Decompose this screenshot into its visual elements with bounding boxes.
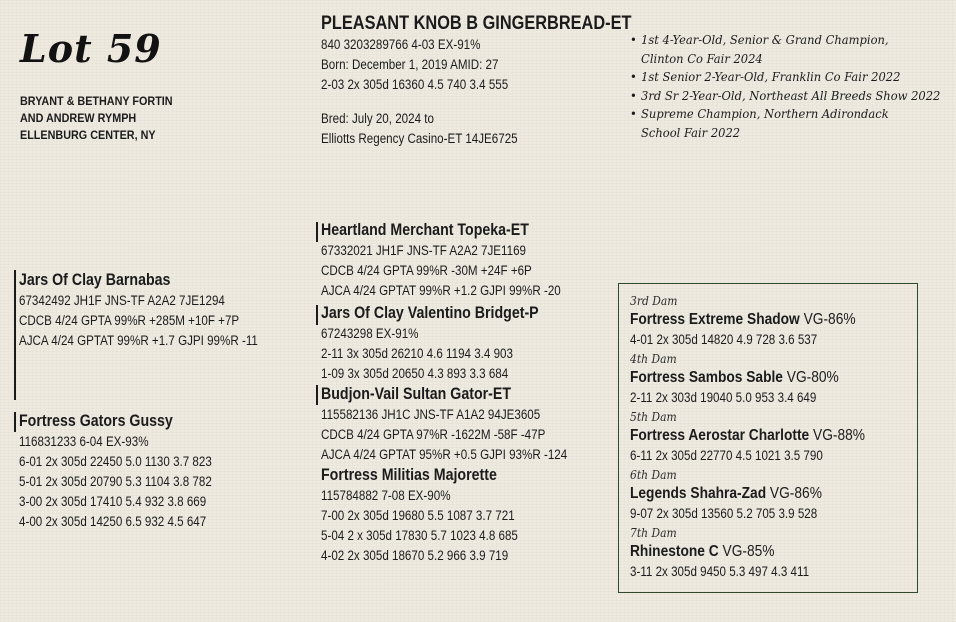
- dam-sire-name: Budjon-Vail Sultan Gator-ET: [321, 385, 511, 403]
- animal-line: Born: December 1, 2019 AMID: 27: [321, 57, 499, 72]
- dam-line: 116831233 6-04 EX-93%: [19, 434, 149, 449]
- dam-entry: [630, 350, 865, 408]
- sire-sire-line: 67332021 JH1F JNS-TF A2A2 7JE1169: [321, 243, 527, 258]
- dam-block: [19, 411, 212, 532]
- sire-line: CDCB 4/24 GPTA 99%R +285M +10F +7P: [19, 313, 240, 328]
- owner-line: ELLENBURG CENTER, NY: [20, 128, 156, 142]
- owners: [20, 93, 190, 144]
- dam-line: 6-01 2x 305d 22450 5.0 1130 3.7 823: [19, 454, 212, 469]
- dam-dam-block: [321, 465, 518, 566]
- dam-dam-line: 7-00 2x 305d 19680 5.5 1087 3.7 721: [321, 508, 515, 523]
- pedigree-bar-sire-dam: [316, 305, 318, 325]
- dam-classification: VG-85%: [722, 543, 775, 560]
- dam-line: 4-00 2x 305d 14250 6.5 932 4.5 647: [19, 514, 207, 529]
- sire-dam-line: 2-11 3x 305d 26210 4.6 1194 3.4 903: [321, 346, 513, 361]
- dam-sire-line: CDCB 4/24 GPTA 97%R -1622M -58F -47P: [321, 427, 546, 442]
- honors-list: [630, 31, 940, 142]
- dam-sire-block: [321, 384, 567, 465]
- pedigree-bar-dam: [14, 412, 16, 432]
- animal-line: 2-03 2x 305d 16360 4.5 740 3.4 555: [321, 77, 509, 92]
- sire-block: [19, 270, 258, 351]
- dam-line: 5-01 2x 305d 20790 5.3 1104 3.8 782: [19, 474, 212, 489]
- animal-name: PLEASANT KNOB B GINGERBREAD-ET: [321, 13, 632, 34]
- dam-classification: VG-80%: [786, 369, 839, 386]
- pedigree-bar-sire-sire: [316, 222, 318, 242]
- sire-sire-block: [321, 220, 561, 301]
- dam-record: 3-11 2x 305d 9450 5.3 497 4.3 411: [630, 564, 810, 579]
- dam-entry-name: Legends Shahra-Zad VG-86%: [630, 485, 822, 502]
- dam-entry-name: Rhinestone C VG-85%: [630, 543, 775, 560]
- dam-entry-name: Fortress Extreme Shadow VG-86%: [630, 311, 856, 328]
- sire-sire-line: AJCA 4/24 GPTAT 99%R +1.2 GJPI 99%R -20: [321, 283, 561, 298]
- sire-sire-name: Heartland Merchant Topeka-ET: [321, 221, 529, 239]
- dam-generation-label: 3rd Dam: [630, 293, 678, 308]
- dam-classification: VG-86%: [803, 311, 856, 328]
- animal-line: 840 3203289766 4-03 EX-91%: [321, 37, 481, 52]
- dam-generation-label: 4th Dam: [630, 351, 677, 366]
- dam-line: 3-00 2x 305d 17410 5.4 932 3.8 669: [19, 494, 207, 509]
- dam-generation-label: 6th Dam: [630, 467, 677, 482]
- honor-item: • Supreme Champion, Northern Adirondack: [630, 105, 940, 124]
- dam-classification: VG-88%: [813, 427, 866, 444]
- dam-entry: [630, 466, 865, 524]
- sire-line: AJCA 4/24 GPTAT 99%R +1.7 GJPI 99%R -11: [19, 333, 258, 348]
- dam-entry: [630, 292, 865, 350]
- dam-entry: [630, 524, 865, 582]
- honor-item: • 1st 4-Year-Old, Senior & Grand Champion,: [630, 31, 940, 50]
- dam-dam-line: 115784882 7-08 EX-90%: [321, 488, 451, 503]
- honor-item: • 3rd Sr 2-Year-Old, Northeast All Breeds Show 2022: [630, 87, 940, 106]
- sire-dam-block: [321, 303, 539, 384]
- sire-sire-line: CDCB 4/24 GPTA 99%R -30M +24F +6P: [321, 263, 532, 278]
- dam-sire-line: AJCA 4/24 GPTAT 95%R +0.5 GJPI 93%R -124: [321, 447, 568, 462]
- honor-item-continued: Clinton Co Fair 2024: [641, 50, 763, 66]
- dam-record: 6-11 2x 305d 22770 4.5 1021 3.5 790: [630, 448, 823, 463]
- dam-record: 9-07 2x 305d 13560 5.2 705 3.9 528: [630, 506, 818, 521]
- dam-entry-name: Fortress Aerostar Charlotte VG-88%: [630, 427, 866, 444]
- dam-record: 2-11 2x 303d 19040 5.0 953 3.4 649: [630, 390, 817, 405]
- bred-line: Elliotts Regency Casino-ET 14JE6725: [321, 131, 518, 146]
- pedigree-bar-sire: [14, 270, 16, 400]
- owner-line: AND ANDREW RYMPH: [20, 111, 137, 125]
- sire-dam-name: Jars Of Clay Valentino Bridget-P: [321, 304, 539, 322]
- dam-sire-line: 115582136 JH1C JNS-TF A1A2 94JE3605: [321, 407, 541, 422]
- honor-item-continued: School Fair 2022: [641, 124, 741, 140]
- dam-dam-name: Fortress Militias Majorette: [321, 466, 497, 484]
- lot-number: Lot 59: [20, 26, 162, 71]
- dam-dam-line: 4-02 2x 305d 18670 5.2 966 3.9 719: [321, 548, 509, 563]
- dam-classification: VG-86%: [769, 485, 822, 502]
- pedigree-bar-dam-sire: [316, 385, 318, 405]
- dam-entry-name: Fortress Sambos Sable VG-80%: [630, 369, 839, 386]
- extended-dams: [630, 292, 865, 582]
- animal-block: [321, 13, 631, 149]
- dam-entry: [630, 408, 865, 466]
- dam-generation-label: 7th Dam: [630, 525, 677, 540]
- sire-dam-line: 1-09 3x 305d 20650 4.3 893 3.3 684: [321, 366, 509, 381]
- owner-line: BRYANT & BETHANY FORTIN: [20, 94, 173, 108]
- dam-record: 4-01 2x 305d 14820 4.9 728 3.6 537: [630, 332, 818, 347]
- sire-name: Jars Of Clay Barnabas: [19, 271, 171, 289]
- dam-generation-label: 5th Dam: [630, 409, 677, 424]
- dam-dam-line: 5-04 2 x 305d 17830 5.7 1023 4.8 685: [321, 528, 518, 543]
- dam-name: Fortress Gators Gussy: [19, 412, 173, 430]
- sire-dam-line: 67243298 EX-91%: [321, 326, 419, 341]
- honor-item: • 1st Senior 2-Year-Old, Franklin Co Fair 2022: [630, 68, 940, 87]
- sire-line: 67342492 JH1F JNS-TF A2A2 7JE1294: [19, 293, 225, 308]
- bred-line: Bred: July 20, 2024 to: [321, 111, 434, 126]
